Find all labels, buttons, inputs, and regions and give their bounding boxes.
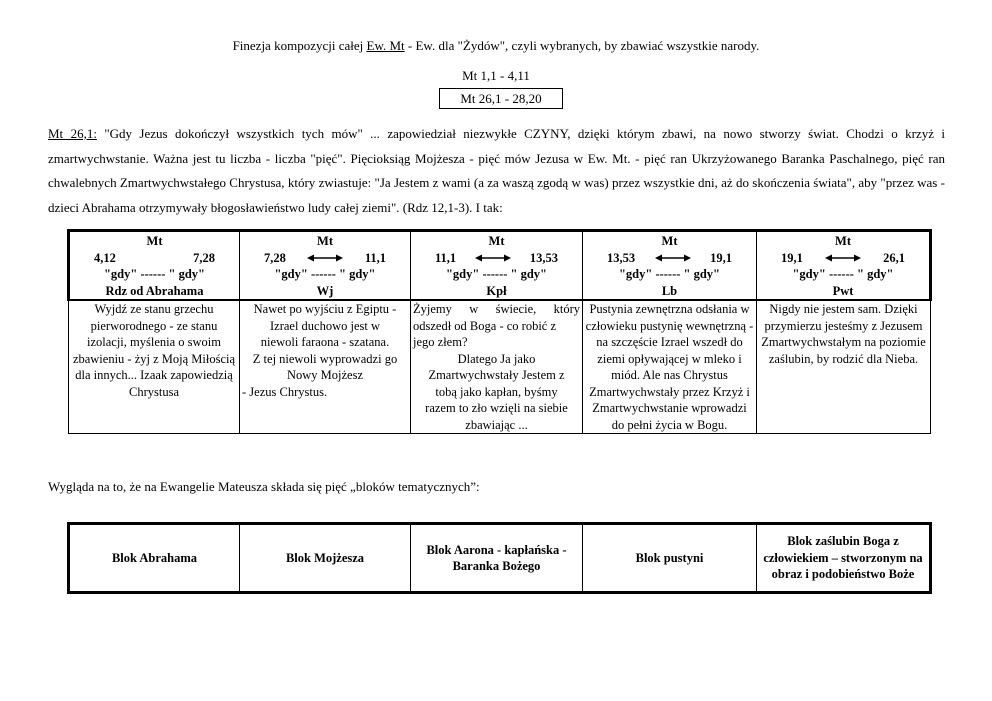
book-label: Kpł bbox=[486, 283, 507, 298]
range bbox=[72, 250, 237, 267]
range-to: 26,1 bbox=[883, 250, 905, 265]
body-cell-1: Wyjdź ze stanu grzechu pierworodnego - ze stanu izolacji, myślenia o swoim zbawieniu - żyj z Moją Miłością dla innych... Izaak zapowiedzią Chrystusa bbox=[69, 300, 240, 434]
range-from: 13,53 bbox=[607, 250, 636, 265]
double-arrow-icon bbox=[825, 253, 861, 263]
range-to: 11,1 bbox=[364, 250, 386, 265]
block-wedding: Blok zaślubin Boga z człowiekiem – stworzonym na obraz i podobieństwo Boże bbox=[757, 524, 931, 593]
mt-label: Mt bbox=[146, 234, 163, 248]
blocks-row bbox=[69, 524, 931, 593]
mt-label: Mt bbox=[317, 234, 333, 248]
intro-reference: Mt 26,1: bbox=[48, 126, 97, 141]
body-line: zbawiając ... bbox=[465, 417, 528, 432]
body-cell-4: Pustynia zewnętrzna odsłania w człowieku pustynię wewnętrzną - na szczęście Izrael wszedł do ziemi opływającej w mleko i miód. Ale nas Chrystus Zmartwychwstały przez Krzyż i Zmartwychwstanie wprowadzi do pełni życia w Bogu. bbox=[583, 300, 757, 434]
body-cell-5: Nigdy nie jestem sam. Dzięki przymierzu jesteśmy z Jezusem Zmartwychwstałym na poziomie zaślubin, by rodzić dla Nieba. bbox=[757, 300, 931, 434]
body-line: Z tej niewoli wyprowadzi go bbox=[252, 351, 398, 366]
blocks-intro-note: Wygląda na to, że na Ewangelie Mateusza składa się pięć „bloków tematycznych”: bbox=[48, 479, 480, 494]
body-line: niewoli faraona - szatana. bbox=[260, 335, 390, 349]
body-line: Żyjemy w świecie, który bbox=[413, 302, 580, 316]
body-line: odszedł od Boga - co robić z bbox=[413, 318, 557, 333]
range-from: 7,28 bbox=[264, 250, 286, 265]
gdy-line: "gdy" ------ " gdy" bbox=[274, 267, 376, 281]
header-cell-3 bbox=[411, 231, 583, 301]
range-from: 11,1 bbox=[435, 250, 457, 265]
header-cell-2 bbox=[240, 231, 411, 301]
range bbox=[242, 250, 408, 267]
range-to: 13,53 bbox=[529, 250, 558, 265]
gdy-line: "gdy" ------ " gdy" bbox=[445, 267, 547, 281]
body-line: Zmartwychwstały Jestem z bbox=[428, 368, 565, 382]
double-arrow-icon bbox=[655, 253, 691, 263]
double-arrow-icon bbox=[307, 253, 343, 263]
book-label: Lb bbox=[661, 283, 678, 298]
thematic-blocks-table bbox=[67, 522, 932, 594]
body-line: - Jezus Chrystus. bbox=[242, 384, 328, 399]
header-cell-5 bbox=[757, 231, 931, 301]
gdy-line: "gdy" ------ " gdy" bbox=[103, 267, 205, 281]
block-desert: Blok pustyni bbox=[583, 524, 757, 593]
block-moses: Blok Mojżesza bbox=[240, 524, 411, 593]
body-line: Nowy Mojżesz bbox=[286, 368, 364, 382]
gdy-line: "gdy" ------ " gdy" bbox=[618, 267, 720, 281]
mt-label: Mt bbox=[488, 234, 505, 248]
book-label: Pwt bbox=[832, 283, 854, 298]
document-title bbox=[0, 38, 992, 54]
structure-header-row bbox=[69, 231, 931, 301]
mt-label: Mt bbox=[835, 234, 851, 248]
intro-paragraph bbox=[48, 122, 945, 220]
range-to: 19,1 bbox=[710, 250, 732, 265]
range bbox=[585, 250, 754, 267]
body-cell-2 bbox=[240, 300, 411, 434]
double-arrow-icon bbox=[475, 253, 511, 263]
range bbox=[413, 250, 580, 267]
range-to: 7,28 bbox=[193, 250, 215, 265]
body-line: Nawet po wyjściu z Egiptu - bbox=[253, 302, 397, 316]
block-aaron: Blok Aarona - kapłańska - Baranka Bożego bbox=[411, 524, 583, 593]
range bbox=[759, 250, 927, 267]
range-from: 4,12 bbox=[94, 250, 116, 265]
body-cell-3 bbox=[411, 300, 583, 434]
structure-table bbox=[67, 229, 932, 434]
header-cell-4 bbox=[583, 231, 757, 301]
title-underlined-ref: Ew. Mt bbox=[366, 38, 405, 53]
book-label: Wj bbox=[316, 283, 334, 298]
book-label: Rdz od Abrahama bbox=[105, 283, 204, 298]
body-line: jego złem? bbox=[413, 335, 468, 349]
range-from: 19,1 bbox=[781, 250, 803, 265]
header-cell-1 bbox=[69, 231, 240, 301]
body-line: razem to zło wzięli na siebie bbox=[425, 401, 568, 415]
block-abraham: Blok Abrahama bbox=[69, 524, 240, 593]
gdy-line: "gdy" ------ " gdy" bbox=[792, 267, 894, 281]
title-text-start: Finezja kompozycji całej bbox=[232, 38, 367, 53]
structure-body-row bbox=[69, 300, 931, 434]
intro-text: "Gdy Jezus dokończył wszystkich tych mów" ... zapowiedział niezwykłe CZYNY, dzięki którym zbawi, na nowo stworzy świat. Chodzi o krzyż i zmartwychwstanie. Ważna jest tu liczba - liczba "pięć". Pięcioksiąg Mojżesza - pięć mów Jezusa w Ew. Mt. - pięć ran Ukrzyżowanego Baranka Paschalnego, pięć ran chwalebnych Zmartwychwstałego Chrystusa, który zwiastuje: "Ja Jestem z wami (a za waszą zgodą w was) przez wszystkie dni, aż do skończenia świata", aby "przez was - dzieci Abrahama otrzymywały błogosławieństwo ludy całej ziemi". (Rdz 12,1-3). I tak: bbox=[48, 126, 945, 215]
body-line: tobą jako kapłan, byśmy bbox=[435, 384, 558, 399]
reference-line-2-boxed: Mt 26,1 - 28,20 bbox=[439, 88, 563, 109]
body-line: Izrael duchowo jest w bbox=[269, 318, 381, 333]
reference-line-1: Mt 1,1 - 4,11 bbox=[462, 68, 530, 83]
mt-label: Mt bbox=[661, 234, 678, 248]
title-text-end: - Ew. dla "Żydów", czyli wybranych, by zbawiać wszystkie narody. bbox=[404, 38, 760, 53]
body-line: Dlatego Ja jako bbox=[457, 351, 536, 366]
